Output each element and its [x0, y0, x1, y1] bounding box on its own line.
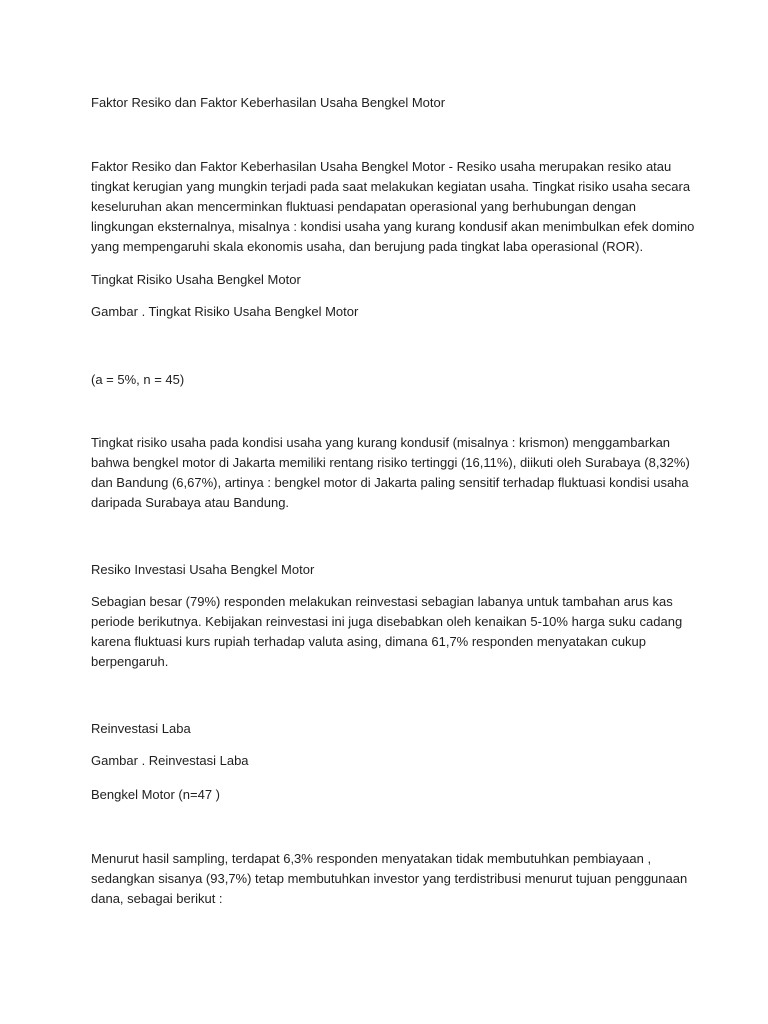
heading-investment: Resiko Investasi Usaha Bengkel Motor [91, 562, 315, 577]
investment-line: Sebagian besar (79%) responden melakukan reinvestasi sebagian labanya untuk tambahan arus kas [91, 594, 673, 609]
intro-line: keseluruhan akan mencerminkan fluktuasi pendapatan operasional yang berhubungan dengan [91, 199, 636, 214]
caption-risk: Gambar . Tingkat Risiko Usaha Bengkel Motor [91, 304, 359, 319]
sampling-line: dana, sebagai berikut : [91, 891, 223, 906]
heading-risk: Tingkat Risiko Usaha Bengkel Motor [91, 272, 301, 287]
risk-line: dan Bandung (6,67%), artinya : bengkel motor di Jakarta paling sensitif terhadap fluktuasi kondisi usaha [91, 475, 689, 490]
intro-line: Faktor Resiko dan Faktor Keberhasilan Usaha Bengkel Motor - Resiko usaha merupakan resiko atau [91, 159, 672, 174]
document-title: Faktor Resiko dan Faktor Keberhasilan Usaha Bengkel Motor [91, 95, 446, 110]
intro-line: yang mempengaruhi skala ekonomis usaha, dan berujung pada tingkat laba operasional (ROR). [91, 239, 644, 254]
sampling-paragraph [91, 849, 687, 909]
sampling-line: sedangkan sisanya (93,7%) tetap membutuhkan investor yang terdistribusi menurut tujuan penggunaan [91, 871, 688, 886]
intro-paragraph [91, 157, 694, 257]
investment-line: karena fluktuasi kurs rupiah terhadap valuta asing, dimana 61,7% responden menyatakan cukup [91, 634, 647, 649]
investment-line: periode berikutnya. Kebijakan reinvestasi ini juga disebabkan oleh kenaikan 5-10% harga suku cadang [91, 614, 683, 629]
caption-reinvest: Gambar . Reinvestasi Laba [91, 753, 249, 768]
bengkel-note: Bengkel Motor (n=47 ) [91, 787, 220, 802]
sampling-line: Menurut hasil sampling, terdapat 6,3% responden menyatakan tidak membutuhkan pembiayaan , [91, 851, 652, 866]
risk-line: Tingkat risiko usaha pada kondisi usaha yang kurang kondusif (misalnya : krismon) menggambarkan [91, 435, 671, 450]
intro-line: lingkungan eksternalnya, misalnya : kondisi usaha yang kurang kondusif akan menimbulkan efek domino [91, 219, 695, 234]
intro-line: tingkat kerugian yang mungkin terjadi pada saat melakukan kegiatan usaha. Tingkat risiko usaha secara [91, 179, 691, 194]
investment-paragraph [91, 592, 682, 672]
heading-reinvest: Reinvestasi Laba [91, 721, 191, 736]
risk-line: bahwa bengkel motor di Jakarta memiliki rentang risiko tertinggi (16,11%), diikuti oleh Surabaya (8,32%) [91, 455, 690, 470]
risk-paragraph [91, 433, 690, 513]
investment-line: berpengaruh. [91, 654, 169, 669]
risk-line: daripada Surabaya atau Bandung. [91, 495, 290, 510]
sample-note: (a = 5%, n = 45) [91, 372, 185, 387]
